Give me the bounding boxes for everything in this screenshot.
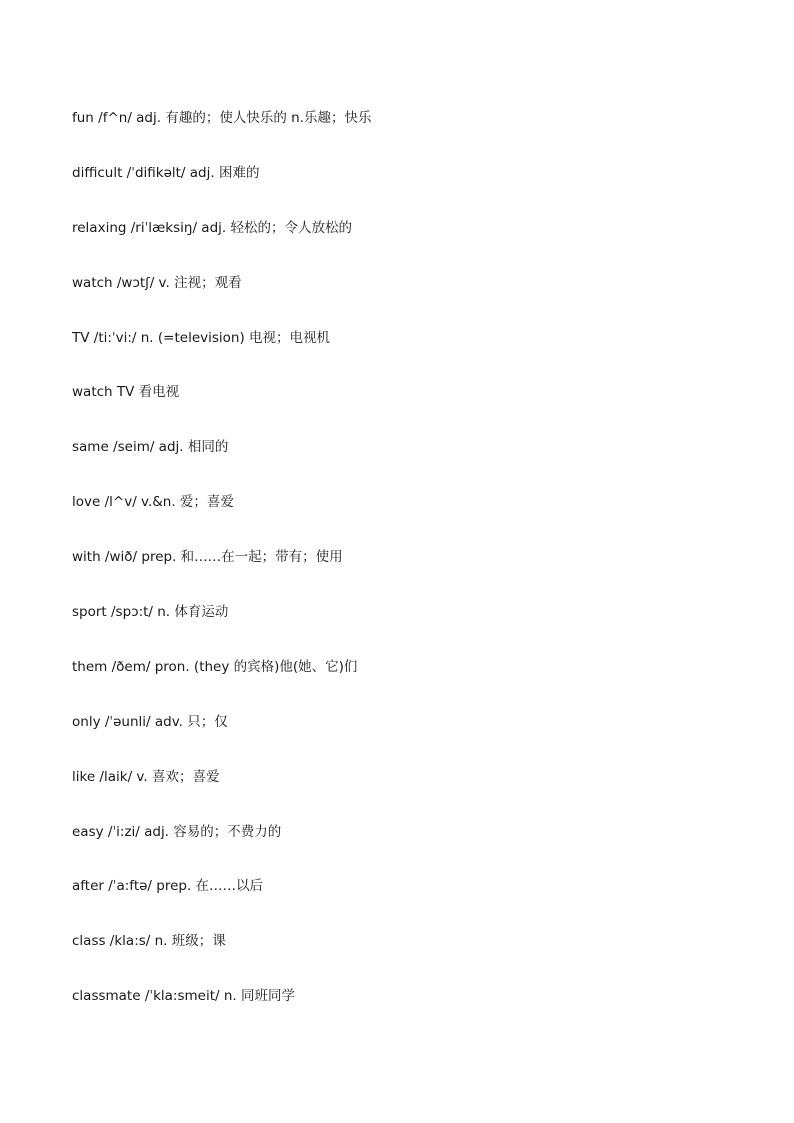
- vocab-entry-text: watch TV 看电视: [72, 384, 180, 401]
- vocab-entry: [72, 602, 371, 657]
- vocab-entry: [72, 382, 371, 437]
- vocab-entry: [72, 437, 371, 492]
- vocab-entry: [72, 712, 371, 767]
- vocab-entry-text: like /laik/ v. 喜欢；喜爱: [72, 768, 220, 785]
- vocab-entry-text: easy /ˈi:zi/ adj. 容易的；不费力的: [72, 823, 282, 840]
- vocab-entry: [72, 931, 371, 986]
- vocab-entry-text: only /ˈəunli/ adv. 只；仅: [72, 713, 228, 730]
- vocab-entry-text: them /ðem/ pron. (they 的宾格)他(她、它)们: [72, 658, 358, 675]
- vocab-entry: [72, 163, 371, 218]
- vocab-entry-text: sport /spɔ:t/ n. 体育运动: [72, 604, 229, 621]
- vocab-entry-text: watch /wɔtʃ/ v. 注视；观看: [72, 274, 242, 291]
- vocab-entry-text: difficult /ˈdifikəlt/ adj. 困难的: [72, 164, 260, 181]
- vocab-entry-text: TV /ti:ˈvi:/ n. (=television) 电视；电视机: [72, 329, 331, 346]
- vocab-entry: [72, 767, 371, 822]
- vocab-entry-text: same /seim/ adj. 相同的: [72, 439, 229, 456]
- vocab-entry: [72, 218, 371, 273]
- vocab-entry-text: relaxing /riˈlæksiŋ/ adj. 轻松的；令人放松的: [72, 219, 352, 236]
- vocab-entry-text: love /l^v/ v.&n. 爱；喜爱: [72, 494, 234, 511]
- vocab-entry: [72, 822, 371, 877]
- vocab-entry: [72, 273, 371, 328]
- vocab-entry: [72, 492, 371, 547]
- vocab-entry-text: after /ˈa:ftə/ prep. 在……以后: [72, 878, 264, 895]
- vocab-entry-text: fun /f^n/ adj. 有趣的；使人快乐的 n.乐趣；快乐: [72, 110, 372, 126]
- vocab-entry-text: with /wið/ prep. 和……在一起；带有；使用: [72, 549, 343, 566]
- vocab-entry: [72, 876, 371, 931]
- vocab-entry-text: classmate /ˈkla:smeit/ n. 同班同学: [72, 988, 295, 1005]
- vocab-entry-text: class /kla:s/ n. 班级；课: [72, 933, 226, 950]
- vocab-entry: [72, 547, 371, 602]
- vocab-entry: [72, 108, 371, 163]
- vocab-entry: [72, 657, 371, 712]
- vocab-entry: [72, 986, 371, 1041]
- vocab-entry: [72, 328, 371, 383]
- vocabulary-list: [72, 108, 371, 1041]
